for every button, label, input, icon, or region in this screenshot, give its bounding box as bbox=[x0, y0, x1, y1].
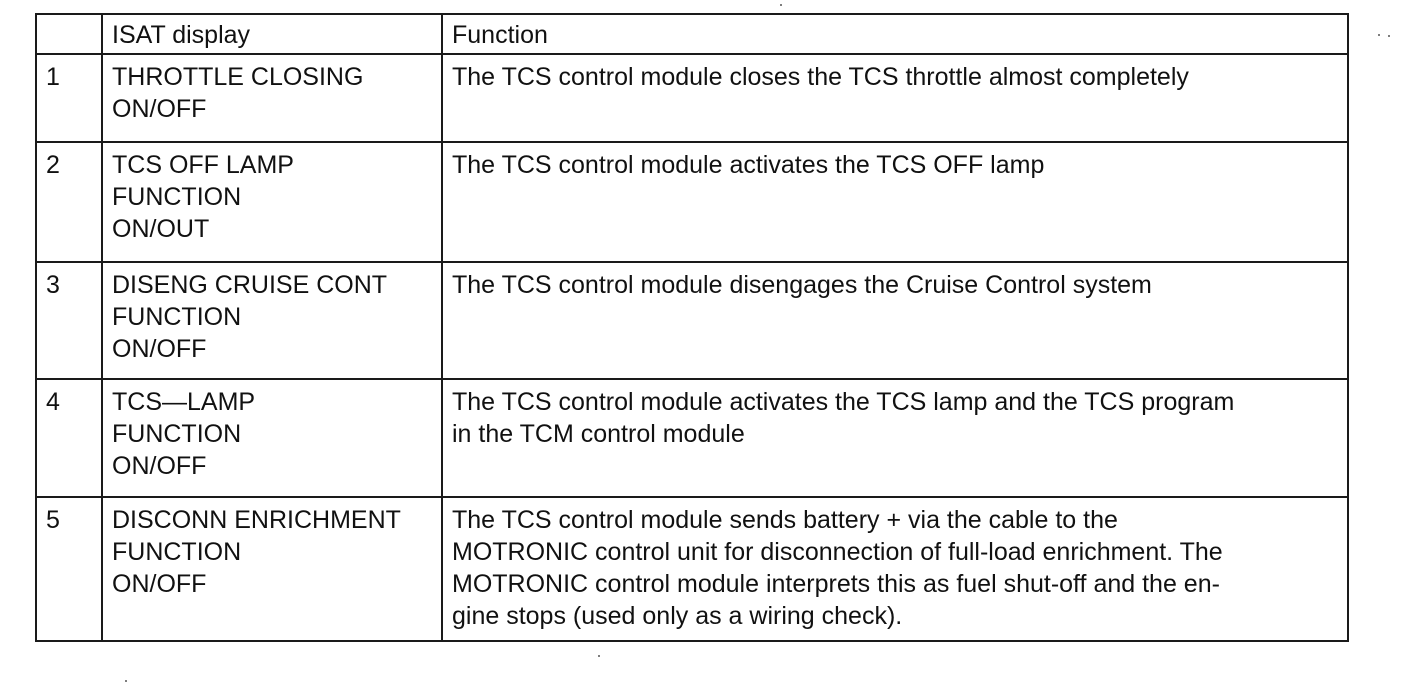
header-isat-display: ISAT display bbox=[102, 14, 442, 54]
isat-display-cell: THROTTLE CLOSING ON/OFF bbox=[102, 54, 442, 142]
table-row bbox=[36, 497, 1348, 641]
row-number: 5 bbox=[36, 497, 102, 641]
row-number: 3 bbox=[36, 262, 102, 379]
table-row bbox=[36, 54, 1348, 142]
scan-speck bbox=[598, 655, 600, 657]
row-number: 2 bbox=[36, 142, 102, 262]
scan-speck bbox=[1378, 34, 1380, 36]
function-cell: The TCS control module activates the TCS OFF lamp bbox=[442, 142, 1348, 262]
scan-speck bbox=[125, 680, 127, 682]
table-row bbox=[36, 379, 1348, 497]
table-row bbox=[36, 262, 1348, 379]
scan-speck bbox=[1388, 35, 1390, 37]
function-cell: The TCS control module closes the TCS throttle almost completely bbox=[442, 54, 1348, 142]
row-number: 1 bbox=[36, 54, 102, 142]
function-cell: The TCS control module sends battery + via the cable to the MOTRONIC control unit for disconnection of full-load enrichment. The MOTRONIC control module interprets this as fuel shut-off and the en- gine stops (used only as a wiring check). bbox=[442, 497, 1348, 641]
isat-display-cell: DISCONN ENRICHMENT FUNCTION ON/OFF bbox=[102, 497, 442, 641]
table-header-row bbox=[36, 14, 1348, 54]
isat-display-cell: DISENG CRUISE CONT FUNCTION ON/OFF bbox=[102, 262, 442, 379]
row-number: 4 bbox=[36, 379, 102, 497]
header-number bbox=[36, 14, 102, 54]
function-cell: The TCS control module activates the TCS lamp and the TCS program in the TCM control module bbox=[442, 379, 1348, 497]
isat-function-table bbox=[35, 13, 1349, 642]
isat-display-cell: TCS—LAMP FUNCTION ON/OFF bbox=[102, 379, 442, 497]
table-row bbox=[36, 142, 1348, 262]
scan-speck bbox=[780, 4, 782, 6]
isat-display-cell: TCS OFF LAMP FUNCTION ON/OUT bbox=[102, 142, 442, 262]
header-function: Function bbox=[442, 14, 1348, 54]
function-cell: The TCS control module disengages the Cruise Control system bbox=[442, 262, 1348, 379]
